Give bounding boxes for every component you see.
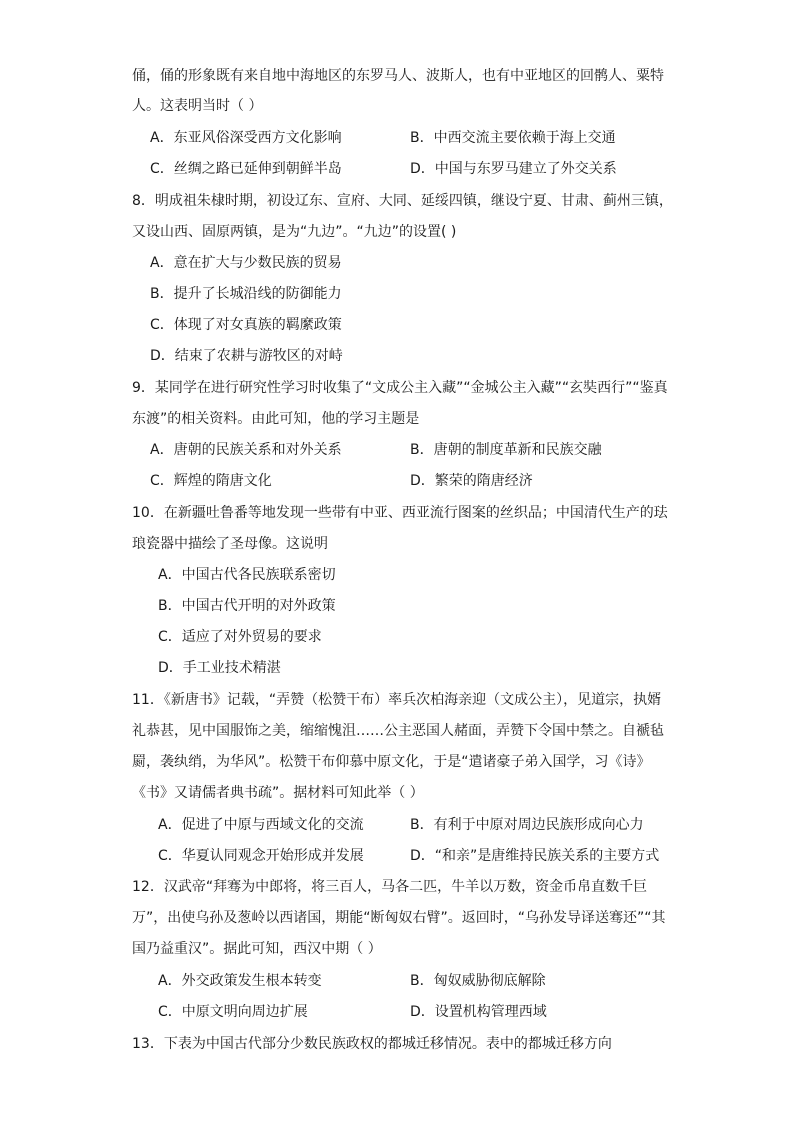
q7-option-b: B．中西交流主要依赖于海上交通 xyxy=(410,130,616,146)
q10-stem-line-1: 10．在新疆吐鲁番等地发现一些带有中亚、西亚流行图案的丝织品；中国清代生产的珐 xyxy=(132,505,668,521)
q11-option-b: B．有利于中原对周边民族形成向心力 xyxy=(410,817,644,833)
q8-option-b: B．提升了长城沿线的防御能力 xyxy=(150,286,342,302)
q12-option-a: A．外交政策发生根本转变 xyxy=(158,973,322,989)
q10-option-c: C．适应了对外贸易的要求 xyxy=(158,629,322,645)
q12-stem-line-2: 万”，出使乌孙及葱岭以西诸国，期能“断匈奴右臂”。返回时，“乌孙发导译送骞还”“其 xyxy=(132,910,666,926)
q8-option-c: C．体现了对女真族的羁縻政策 xyxy=(150,317,342,333)
q11-stem-line-2: 礼恭甚，见中国服饰之美，缩缩愧沮……公主恶国人赭面，弄赞下令国中禁之。自褫毡 xyxy=(132,723,664,739)
q10-option-a: A．中国古代各民族联系密切 xyxy=(158,567,336,583)
q11-stem-line-4: 《书》又请儒者典书疏”。据材料可知此举（ ） xyxy=(132,785,424,801)
q7-option-c: C．丝绸之路已延伸到朝鲜半岛 xyxy=(150,161,342,177)
q9-option-b: B．唐朝的制度革新和民族交融 xyxy=(410,442,602,458)
q8-stem-line-2: 又设山西、固原两镇，是为“九边”。“九边”的设置( ) xyxy=(132,224,457,240)
q10-option-d: D．手工业技术精湛 xyxy=(158,660,281,676)
q9-option-d: D．繁荣的隋唐经济 xyxy=(410,473,533,489)
q11-stem-line-3: 罽，袭纨绡，为华风”。松赞干布仰慕中原文化，于是“遣诸豪子弟入国学，习《诗》 xyxy=(132,754,651,770)
q9-stem-line-2: 东渡”的相关资料。由此可知，他的学习主题是 xyxy=(132,411,420,427)
q8-stem-line-1: 8．明成祖朱棣时期，初设辽东、宣府、大同、延绥四镇，继设宁夏、甘肃、蓟州三镇， xyxy=(132,193,673,209)
q13-stem-line-1: 13．下表为中国古代部分少数民族政权的都城迁移情况。表中的都城迁移方向 xyxy=(132,1036,612,1052)
q8-option-d: D．结束了农耕与游牧区的对峙 xyxy=(150,348,343,364)
q9-option-a: A．唐朝的民族关系和对外关系 xyxy=(150,442,342,458)
q9-stem-line-1: 9．某同学在进行研究性学习时收集了“文成公主入藏”“金城公主入藏”“玄奘西行”“鉴真 xyxy=(132,380,668,396)
q7-option-d: D．中国与东罗马建立了外交关系 xyxy=(410,161,617,177)
q8-option-a: A．意在扩大与少数民族的贸易 xyxy=(150,255,342,271)
q7-stem-line-1: 俑，俑的形象既有来自地中海地区的东罗马人、波斯人，也有中亚地区的回鹘人、粟特 xyxy=(132,68,664,84)
q12-option-d: D．设置机构管理西域 xyxy=(410,1004,547,1020)
q10-option-b: B．中国古代开明的对外政策 xyxy=(158,598,336,614)
q9-option-c: C．辉煌的隋唐文化 xyxy=(150,473,272,489)
q12-stem-line-1: 12．汉武帝“拜骞为中郎将，将三百人，马各二匹，牛羊以万数，资金币帛直数千巨 xyxy=(132,879,648,895)
q12-option-b: B．匈奴威胁彻底解除 xyxy=(410,973,546,989)
q7-stem-line-2: 人。这表明当时（ ） xyxy=(132,98,263,114)
q10-stem-line-2: 琅瓷器中描绘了圣母像。这说明 xyxy=(132,536,328,552)
q11-option-c: C．华夏认同观念开始形成并发展 xyxy=(158,848,364,864)
q12-stem-line-3: 国乃益重汉”。据此可知，西汉中期（ ） xyxy=(132,941,382,957)
q12-option-c: C．中原文明向周边扩展 xyxy=(158,1004,308,1020)
q7-option-a: A．东亚风俗深受西方文化影响 xyxy=(150,130,342,146)
q11-stem-line-1: 11．《新唐书》记载，“弄赞（松赞干布）率兵次柏海亲迎（文成公主），见道宗，执婿 xyxy=(132,692,662,708)
q11-option-a: A．促进了中原与西域文化的交流 xyxy=(158,817,364,833)
q11-option-d: D．“和亲”是唐维持民族关系的主要方式 xyxy=(410,848,660,864)
